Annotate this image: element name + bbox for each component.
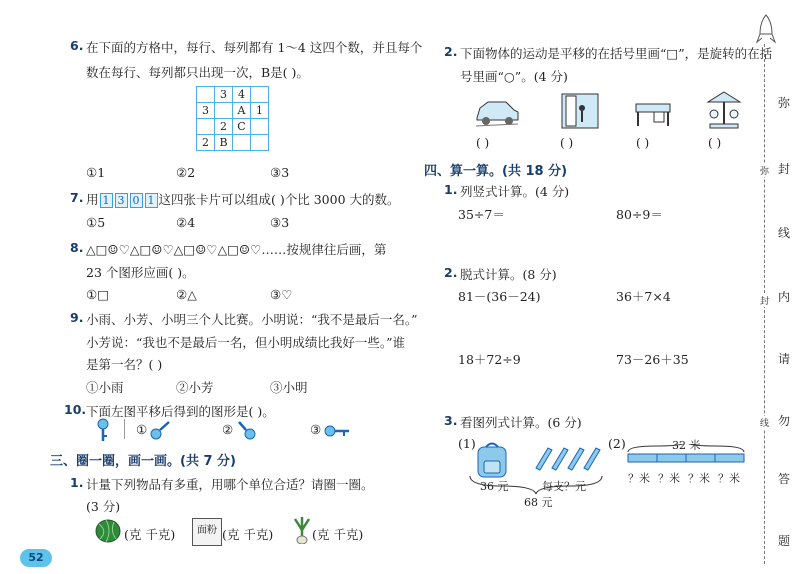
q7-number: 7. [70, 190, 84, 205]
q8-line1: △□☺♡△□☺♡△□☺♡△□☺♡……按规律往后画，第 [86, 242, 387, 257]
expr: 35÷7＝ [458, 207, 505, 222]
grid-cell [251, 135, 269, 151]
q6-option-2: ②2 [176, 165, 196, 180]
q9-option-3: ③小明 [270, 380, 308, 395]
section-4-title: 四、算一算。(共 18 分) [424, 164, 568, 179]
s3q1-number: 1. [70, 475, 84, 490]
grid-cell: 2 [197, 135, 215, 151]
s3q1-line1: 计量下列物品有多重，用哪个单位合适？请圈一圈。 [86, 477, 374, 492]
grid-cell: 3 [215, 87, 233, 103]
seal-char: 弥 [778, 96, 791, 110]
bag-price: 36 元 [480, 480, 509, 493]
calc-1-text: 列竖式计算。(4 分) [460, 184, 570, 199]
segment-length: ？米 [718, 472, 740, 485]
digit-card: 3 [115, 193, 128, 208]
digit-card: 0 [130, 193, 143, 208]
divider [124, 419, 125, 439]
q9-line3: 是第一名？( ) [86, 357, 163, 372]
key-icon [92, 418, 114, 442]
q7-pre: 用 [86, 192, 99, 207]
calc-1-number: 1. [444, 182, 458, 197]
part-1-label: (1) [458, 436, 476, 451]
grid-cell: C [233, 119, 251, 135]
q6-number: 6. [70, 38, 84, 53]
q8-number: 8. [70, 240, 84, 255]
seal-char: 勿 [778, 414, 791, 428]
grid-cell [233, 135, 251, 151]
pen-price: 每支？元 [542, 480, 586, 493]
barrier-gate-icon [632, 96, 676, 128]
grid-cell: 1 [251, 103, 269, 119]
answer-paren[interactable]: ( ) [560, 136, 574, 150]
grid-cell: A [233, 103, 251, 119]
q10-text: 下面左图平移后得到的图形是( )。 [86, 404, 275, 419]
answer-paren[interactable]: ( ) [636, 136, 650, 150]
seal-char: 题 [778, 534, 791, 548]
segment-length: ？米 [688, 472, 710, 485]
car-icon [474, 96, 520, 128]
expr: 18＋72÷9 [458, 352, 521, 367]
unit-choice: (克 千克) [222, 527, 274, 542]
seal-char: 答 [778, 472, 791, 486]
unit-choice: (克 千克) [312, 527, 364, 542]
section-3-title: 三、圈一圈，画一画。(共 7 分) [50, 454, 236, 469]
expr: 81－(36－24) [458, 289, 541, 304]
r-q2-number: 2. [444, 44, 458, 59]
q10-option-2: ② [222, 422, 234, 437]
key-icon [150, 420, 172, 440]
grid-cell [251, 87, 269, 103]
calc-2-text: 脱式计算。(8 分) [460, 267, 557, 282]
q10-option-3: ③ [310, 422, 322, 437]
seal-char: 请 [778, 352, 791, 366]
q9-line2: 小芳说：“我也不是最后一名，但小明成绩比我好一些。”谁 [86, 335, 406, 350]
q9-number: 9. [70, 310, 84, 325]
pencils-icon [532, 444, 602, 472]
q6-line2: 数在每行、每列都只出现一次，B是( )。 [86, 65, 309, 80]
seal-char: 线 [778, 226, 791, 240]
grid-cell [215, 103, 233, 119]
seal-char: 内 [778, 290, 791, 304]
rope-diagram [626, 444, 750, 468]
q7-option-1: ①5 [86, 215, 106, 230]
answer-paren[interactable]: ( ) [708, 136, 722, 150]
unit-choice: (克 千克) [124, 527, 176, 542]
q7-text [86, 190, 400, 208]
q6-line1: 在下面的方格中，每行、每列都有 1～4 这四个数，并且每个 [86, 40, 423, 55]
r-q2-line1: 下面物体的运动是平移的在括号里画“□”，是旋转的在括 [460, 46, 773, 61]
q7-post: 这四张卡片可以组成( )个比 3000 大的数。 [158, 192, 400, 207]
calc-3-number: 3. [444, 413, 458, 428]
grid-cell: B [215, 135, 233, 151]
binding-margin [752, 0, 800, 574]
digit-card: 1 [100, 193, 113, 208]
key-icon [324, 424, 350, 438]
key-icon [236, 420, 258, 440]
q9-line1: 小雨、小芳、小明三个人比赛。小明说：“我不是最后一名。” [86, 312, 418, 327]
seal-mini-char: 线 [760, 416, 769, 429]
total-price: 68 元 [524, 496, 553, 509]
q10-number: 10. [64, 402, 87, 417]
part-2-label: (2) [608, 436, 626, 451]
q8-option-3: ③♡ [270, 287, 293, 302]
q9-option-2: ②小芳 [176, 380, 214, 395]
s3q1-line2: (3 分) [86, 499, 121, 514]
q8-option-2: ②△ [176, 287, 197, 302]
grid-cell: 2 [215, 119, 233, 135]
segment-length: ？米 [658, 472, 680, 485]
q10-option-1: ① [136, 422, 148, 437]
q7-option-3: ③3 [270, 215, 290, 230]
q6-option-1: ①1 [86, 165, 106, 180]
q8-line2: 23 个图形应画( )。 [86, 265, 195, 280]
watermelon-icon [94, 518, 122, 544]
carousel-icon [704, 90, 744, 130]
seal-mini-char: 封 [760, 294, 769, 307]
rocket-icon [756, 14, 776, 48]
digit-card: 1 [145, 193, 158, 208]
grid-cell: 3 [197, 103, 215, 119]
expr: 36＋7×4 [616, 289, 671, 304]
answer-paren[interactable]: ( ) [476, 136, 490, 150]
flour-bag [192, 518, 222, 546]
expr: 73－26＋35 [616, 352, 689, 367]
expr: 80÷9＝ [616, 207, 663, 222]
q7-option-2: ②4 [176, 215, 196, 230]
number-grid [196, 86, 269, 151]
calc-2-number: 2. [444, 265, 458, 280]
grid-cell: 4 [233, 87, 251, 103]
door-icon [560, 92, 604, 130]
q6-option-3: ③3 [270, 165, 290, 180]
grid-cell [251, 119, 269, 135]
calc-3-text: 看图列式计算。(6 分) [460, 415, 582, 430]
r-q2-line2: 号里画“○”。(4 分) [460, 69, 568, 84]
grid-cell [197, 87, 215, 103]
segment-length: ？米 [628, 472, 650, 485]
rope-length: 32 米 [672, 439, 701, 452]
page-number: 52 [20, 549, 52, 567]
seal-mini-char: 弥 [760, 164, 769, 177]
q9-option-1: ①小雨 [86, 380, 124, 395]
total-brace [468, 474, 604, 496]
vegetable-icon [290, 516, 314, 544]
q8-option-1: ①□ [86, 287, 110, 302]
grid-cell [197, 119, 215, 135]
flour-label: 面粉 [197, 525, 217, 536]
seal-char: 封 [778, 162, 791, 176]
